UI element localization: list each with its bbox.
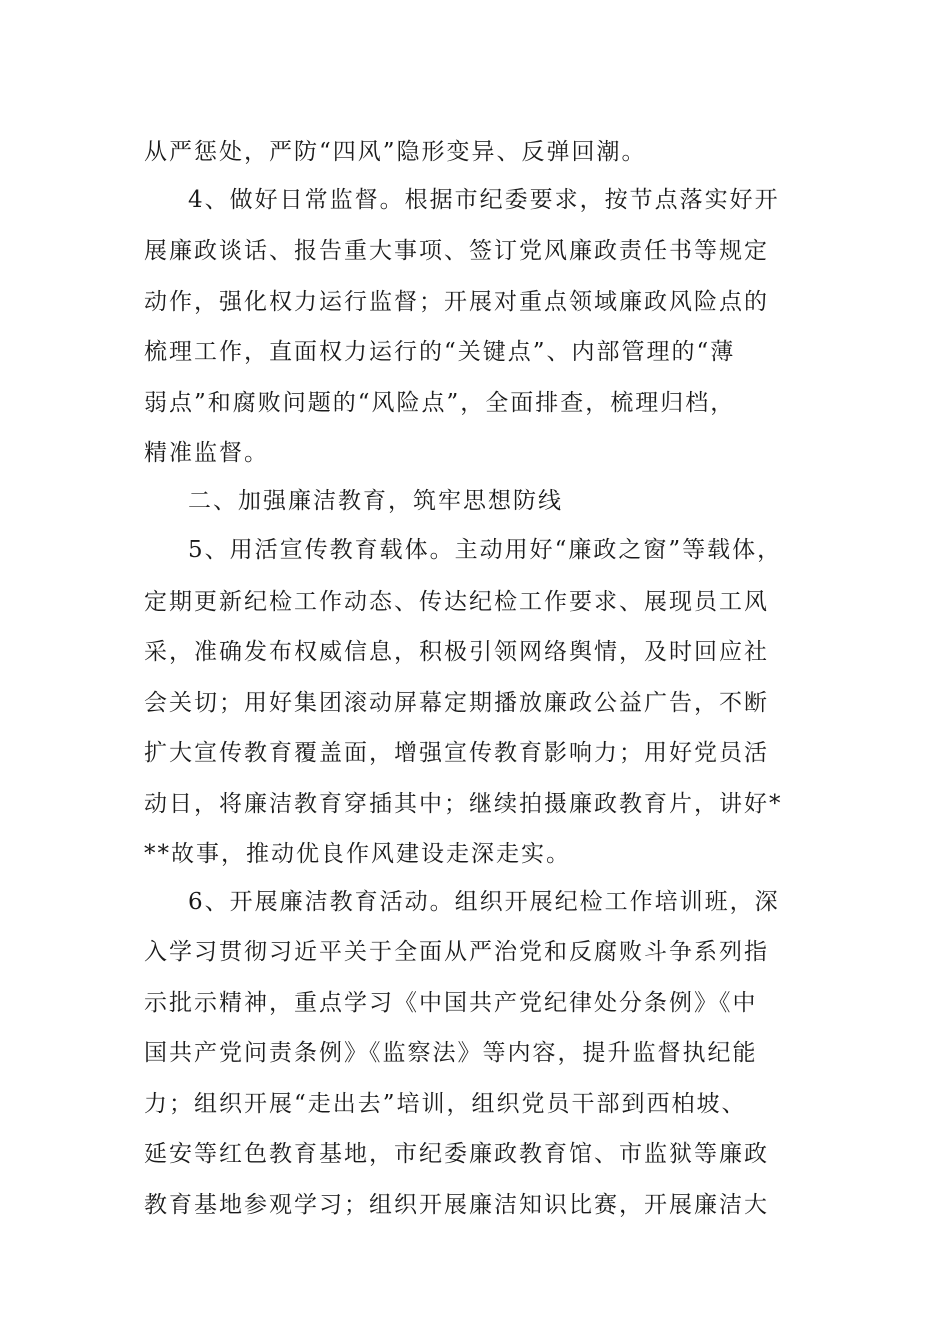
- text-line: 定期更新纪检工作动态、传达纪检工作要求、展现员工风: [144, 589, 769, 615]
- text-line: 精准监督。: [144, 440, 269, 466]
- text-line: 示批示精神，重点学习《中国共产党纪律处分条例》《中: [144, 990, 758, 1016]
- text-line: 延安等红色教育基地，市纪委廉政教育馆、市监狱等廉政: [144, 1141, 769, 1167]
- text-line: 国共产党问责条例》《监察法》等内容，提升监督执纪能: [144, 1040, 758, 1066]
- text-line: 从严惩处，严防“四风”隐形变异、反弹回潮。: [144, 139, 647, 165]
- text-line: 采，准确发布权威信息，积极引领网络舆情，及时回应社: [144, 639, 769, 665]
- text-line: 教育基地参观学习；组织开展廉洁知识比赛，开展廉洁大: [144, 1192, 769, 1218]
- text-line: 动日，将廉洁教育穿插其中；继续拍摄廉政教育片，讲好*: [144, 791, 783, 817]
- text-line: 会关切；用好集团滚动屏幕定期播放廉政公益广告，不断: [144, 690, 769, 716]
- paragraph-start-line: 4、做好日常监督。根据市纪委要求，按节点落实好开: [188, 187, 780, 213]
- text-line: **故事，推动优良作风建设走深走实。: [144, 841, 571, 867]
- text-line: 入学习贯彻习近平关于全面从严治党和反腐败斗争系列指: [144, 939, 769, 965]
- text-line: 展廉政谈话、报告重大事项、签订党风廉政责任书等规定: [144, 238, 769, 264]
- text-line: 弱点”和腐败问题的“风险点”，全面排查，梳理归档，: [144, 390, 736, 416]
- text-line: 梳理工作，直面权力运行的“关键点”、内部管理的“薄: [144, 339, 736, 365]
- text-line: 动作，强化权力运行监督；开展对重点领域廉政风险点的: [144, 289, 769, 315]
- paragraph-start-line: 5、用活宣传教育载体。主动用好“廉政之窗”等载体，: [188, 537, 783, 563]
- section-heading: 二、加强廉洁教育，筑牢思想防线: [188, 488, 563, 514]
- text-line: 力；组织开展“走出去”培训，组织党员干部到西柏坡、: [144, 1091, 747, 1117]
- paragraph-start-line: 6、开展廉洁教育活动。组织开展纪检工作培训班，深: [188, 889, 780, 915]
- text-line: 扩大宣传教育覆盖面，增强宣传教育影响力；用好党员活: [144, 740, 769, 766]
